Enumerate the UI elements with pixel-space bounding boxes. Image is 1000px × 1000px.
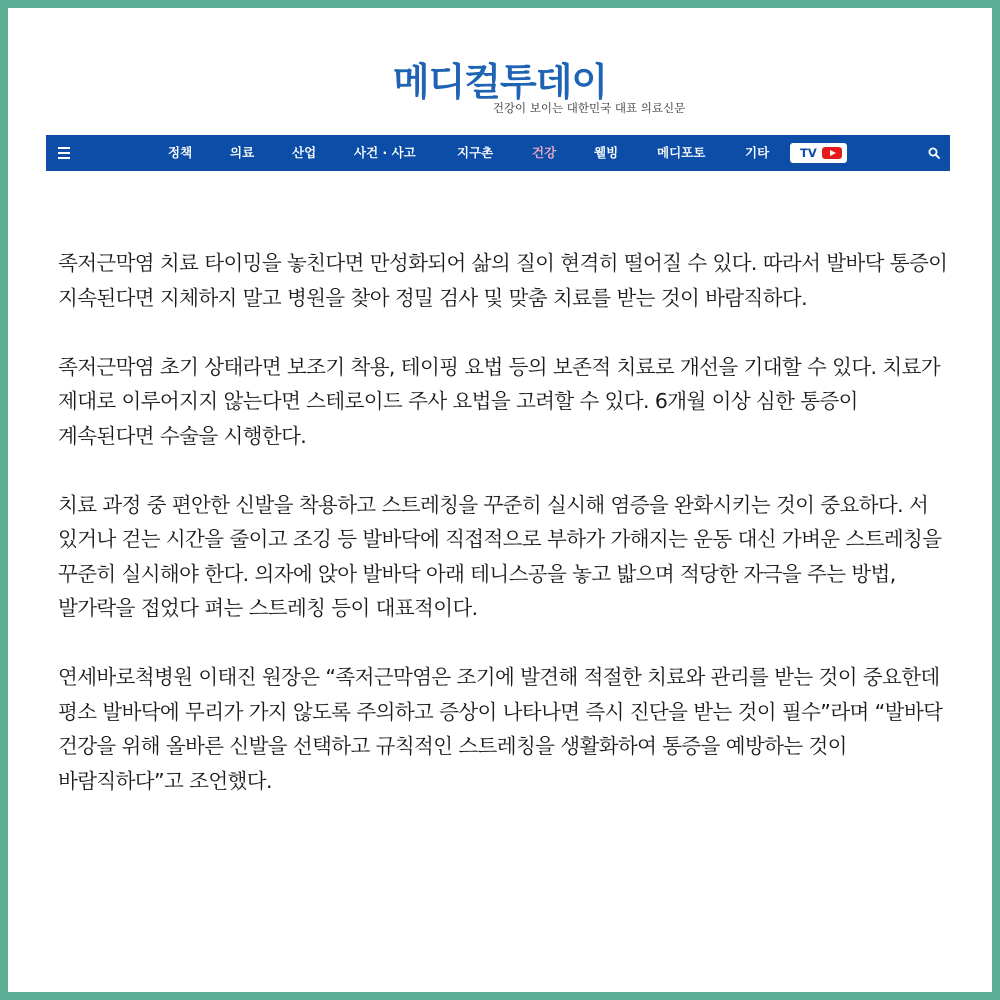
article-body [58, 246, 950, 833]
site-logo[interactable]: 메디컬투데이 [392, 60, 608, 104]
nav-item-etc[interactable]: 기타 [745, 145, 770, 160]
nav-item-medical[interactable]: 의료 [230, 145, 255, 160]
main-navbar [46, 135, 950, 171]
article-paragraph: 족저근막염 치료 타이밍을 놓친다면 만성화되어 삶의 질이 현격히 떨어질 수 있다. 따라서 발바닥 통증이 지속된다면 지체하지 말고 병원을 찾아 정밀 검사 및 맞춤 치료를 받는 것이 바람직하다. [58, 251, 948, 310]
page-frame [8, 8, 992, 992]
nav-item-incidents[interactable]: 사건 · 사고 [354, 145, 416, 160]
header [8, 60, 992, 104]
youtube-play-icon [822, 147, 842, 159]
nav-item-mediphoto[interactable]: 메디포토 [657, 145, 706, 160]
nav-item-industry[interactable]: 산업 [292, 145, 317, 160]
article-paragraph: 연세바로척병원 이태진 원장은 “족저근막염은 조기에 발견해 적절한 치료와 관리를 받는 것이 중요한데 평소 발바닥에 무리가 가지 않도록 주의하고 증상이 나타나면 즉시 진단을 받는 것이 필수”라며 “발바닥 건강을 위해 올바른 신발을 선택하고 규칙적인 스트레칭을 생활화하여 통증을 예방하는 것이 바람직하다”고 조언했다. [58, 665, 943, 793]
hamburger-icon[interactable] [58, 147, 70, 159]
search-icon[interactable] [928, 147, 940, 159]
nav-item-policy[interactable]: 정책 [168, 145, 193, 160]
nav-item-health[interactable]: 건강 [532, 145, 557, 160]
site-tagline: 건강이 보이는 대한민국 대표 의료신문 [492, 101, 686, 115]
nav-item-wellbeing[interactable]: 웰빙 [594, 145, 619, 160]
tv-label: TV [800, 146, 817, 160]
site-tagline-wrap [8, 101, 992, 115]
article-paragraph: 족저근막염 초기 상태라면 보조기 착용, 테이핑 요법 등의 보존적 치료로 개선을 기대할 수 있다. 치료가 제대로 이루어지지 않는다면 스테로이드 주사 요법을 고려할 수 있다. 6개월 이상 심한 통증이 계속된다면 수술을 시행한다. [58, 354, 940, 448]
article-paragraph: 치료 과정 중 편안한 신발을 착용하고 스트레칭을 꾸준히 실시해 염증을 완화시키는 것이 중요하다. 서 있거나 걷는 시간을 줄이고 조깅 등 발바닥에 직접적으로 부하가 가해지는 운동 대신 가벼운 스트레칭을 꾸준히 실시해야 한다. 의자에 앉아 발바닥 아래 테니스공을 놓고 밟으며 적당한 자극을 주는 방법, 발가락을 접었다 펴는 스트레칭 등이 대표적이다. [58, 492, 942, 620]
tv-button[interactable] [790, 143, 847, 163]
nav-item-world[interactable]: 지구촌 [457, 145, 494, 160]
